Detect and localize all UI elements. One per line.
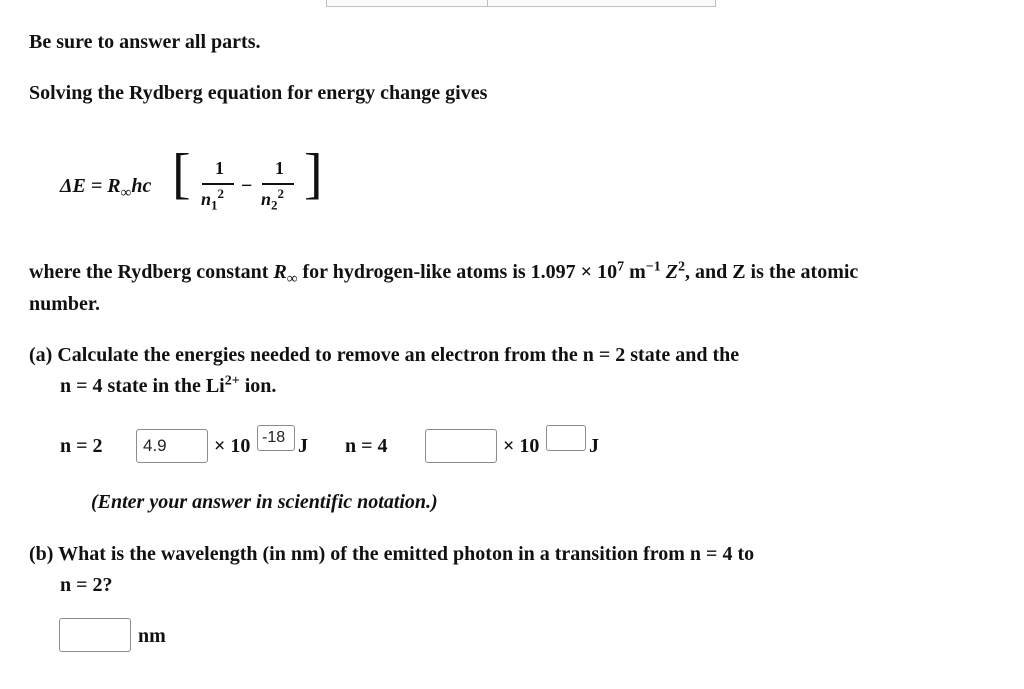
part-b-label: (b) What is the wavelength (in nm) of the emitted photon in a transition from n = 4 to <box>29 543 755 565</box>
top-tab-bar <box>326 0 716 7</box>
where-part3: , and Z is the atomic <box>684 261 859 283</box>
n2-times-ten: × 10 <box>214 435 251 457</box>
fraction-bar-1 <box>202 183 234 185</box>
wavelength-unit: nm <box>138 625 166 647</box>
eq-minus: − <box>241 175 253 197</box>
den2-sub: 2 <box>271 197 278 213</box>
den2-var: n <box>261 189 272 209</box>
fraction-bar-2 <box>262 183 294 185</box>
where-part2: for hydrogen-like atoms is 1.097 × 10 <box>297 261 618 283</box>
eq-hc: hc <box>131 175 152 197</box>
where-part1: where the Rydberg constant <box>29 261 274 283</box>
right-bracket: ] <box>304 143 323 205</box>
n4-label: n = 4 <box>345 435 388 457</box>
where-line2: number. <box>29 293 100 315</box>
n2-unit: J <box>298 435 308 457</box>
n4-times-ten: × 10 <box>503 435 540 457</box>
where-rinf: R <box>273 261 287 283</box>
part-a-line2-post: ion. <box>239 375 277 397</box>
where-unit: m <box>624 261 646 283</box>
numerator-2: 1 <box>275 158 284 178</box>
part-a-label: (a) Calculate the energies needed to remove an electron from the n = 2 state and the <box>29 344 740 366</box>
instruction-text: Be sure to answer all parts. <box>29 31 261 53</box>
rydberg-equation <box>60 143 340 226</box>
intro-text: Solving the Rydberg equation for energy change gives <box>29 82 488 104</box>
n2-label: n = 2 <box>60 435 103 457</box>
n2-value-input[interactable] <box>136 429 208 463</box>
den1-exp: 2 <box>217 186 225 201</box>
n4-value-input[interactable] <box>425 429 497 463</box>
where-exp7: 7 <box>617 259 625 275</box>
den1-var: n <box>201 189 212 209</box>
where-z: Z <box>660 261 678 283</box>
left-bracket: [ <box>172 143 191 205</box>
n4-exponent-input[interactable] <box>546 425 586 451</box>
part-a-line2-sup: 2+ <box>224 373 240 389</box>
where-z-exp: 2 <box>677 259 685 275</box>
part-a-line2-pre: n = 4 state in the Li <box>60 375 225 397</box>
n2-exponent-input[interactable] <box>257 425 295 451</box>
part-b-line2: n = 2? <box>60 574 113 596</box>
part-a-line2 <box>60 373 277 397</box>
where-text <box>29 259 859 287</box>
wavelength-input[interactable] <box>59 618 131 652</box>
eq-lhs: ΔE = R <box>60 175 121 197</box>
den1-sub: 1 <box>211 197 218 213</box>
where-unit-exp: −1 <box>645 259 661 275</box>
where-rinf-sub: ∞ <box>286 271 298 287</box>
n4-unit: J <box>589 435 599 457</box>
den2-exp: 2 <box>277 186 285 201</box>
numerator-1: 1 <box>215 158 224 178</box>
scientific-notation-hint: (Enter your answer in scientific notation.) <box>91 491 438 513</box>
eq-rinf-sub: ∞ <box>120 185 132 201</box>
